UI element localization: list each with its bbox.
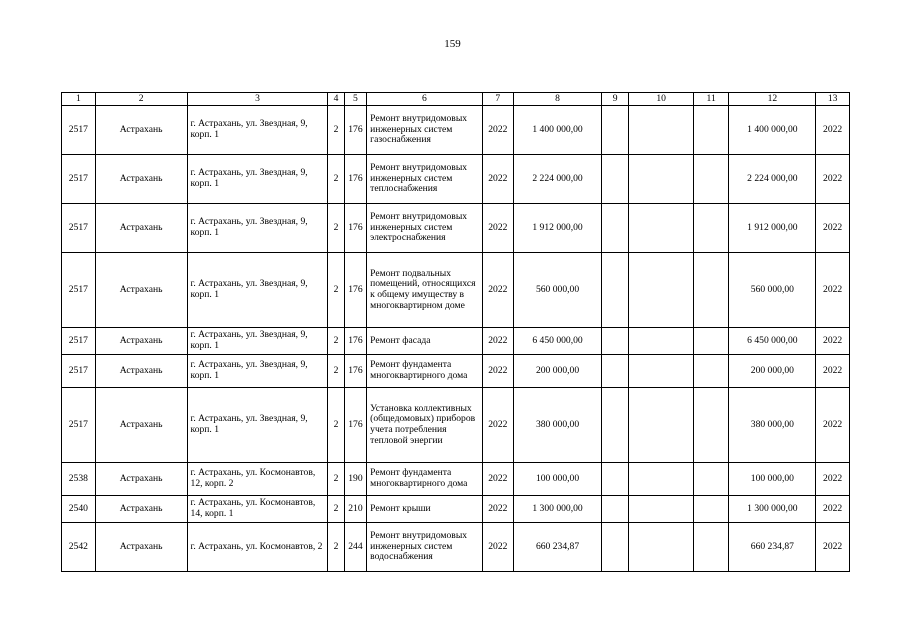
cell-col-5: 176 xyxy=(344,106,366,155)
column-header: 13 xyxy=(816,93,850,106)
cell-city: Астрахань xyxy=(95,106,187,155)
table-row xyxy=(62,328,850,355)
cell-col-10 xyxy=(629,204,693,253)
cell-work-type: Ремонт внутридомовых инженерных систем газоснабжения xyxy=(367,106,482,155)
cell-col-5: 176 xyxy=(344,355,366,388)
cell-col-4: 2 xyxy=(328,328,344,355)
cell-city: Астрахань xyxy=(95,388,187,463)
cell-col-4: 2 xyxy=(328,253,344,328)
table-row xyxy=(62,106,850,155)
cell-city: Астрахань xyxy=(95,463,187,496)
cell-city: Астрахань xyxy=(95,253,187,328)
table-row xyxy=(62,155,850,204)
cell-object-id: 2517 xyxy=(62,328,96,355)
cell-work-type: Ремонт крыши xyxy=(367,496,482,523)
cell-end-year: 2022 xyxy=(816,204,850,253)
cell-address: г. Астрахань, ул. Звездная, 9, корп. 1 xyxy=(187,155,328,204)
cell-address: г. Астрахань, ул. Космонавтов, 2 xyxy=(187,523,328,572)
cell-object-id: 2540 xyxy=(62,496,96,523)
cell-city: Астрахань xyxy=(95,496,187,523)
cell-total: 100 000,00 xyxy=(729,463,816,496)
cell-col-5: 244 xyxy=(344,523,366,572)
cell-col-9 xyxy=(601,155,629,204)
cell-work-type: Ремонт внутридомовых инженерных систем теплоснабжения xyxy=(367,155,482,204)
cell-total: 1 300 000,00 xyxy=(729,496,816,523)
cell-year: 2022 xyxy=(482,355,514,388)
cell-col-5: 176 xyxy=(344,388,366,463)
cell-cost: 6 450 000,00 xyxy=(514,328,602,355)
cell-col-11 xyxy=(693,155,729,204)
cell-col-11 xyxy=(693,496,729,523)
cell-col-5: 176 xyxy=(344,328,366,355)
cell-cost: 660 234,87 xyxy=(514,523,602,572)
column-header: 3 xyxy=(187,93,328,106)
cell-col-9 xyxy=(601,106,629,155)
cell-col-11 xyxy=(693,106,729,155)
column-header: 8 xyxy=(514,93,602,106)
cell-col-5: 176 xyxy=(344,253,366,328)
cell-col-11 xyxy=(693,253,729,328)
cell-col-11 xyxy=(693,463,729,496)
cell-col-4: 2 xyxy=(328,463,344,496)
cell-work-type: Ремонт подвальных помещений, относящихся к общему имуществу в многоквартирном доме xyxy=(367,253,482,328)
cell-end-year: 2022 xyxy=(816,496,850,523)
cell-total: 200 000,00 xyxy=(729,355,816,388)
cell-year: 2022 xyxy=(482,496,514,523)
cell-col-4: 2 xyxy=(328,355,344,388)
cell-col-10 xyxy=(629,155,693,204)
cell-col-5: 176 xyxy=(344,204,366,253)
cell-object-id: 2517 xyxy=(62,204,96,253)
table-row xyxy=(62,355,850,388)
cell-total: 1 912 000,00 xyxy=(729,204,816,253)
column-number-row xyxy=(62,93,850,106)
cell-col-5: 190 xyxy=(344,463,366,496)
cell-col-5: 210 xyxy=(344,496,366,523)
cell-col-9 xyxy=(601,388,629,463)
cell-work-type: Установка коллективных (общедомовых) приборов учета потребления тепловой энергии xyxy=(367,388,482,463)
cell-cost: 2 224 000,00 xyxy=(514,155,602,204)
cell-col-10 xyxy=(629,355,693,388)
cell-end-year: 2022 xyxy=(816,253,850,328)
cell-col-10 xyxy=(629,106,693,155)
cell-cost: 200 000,00 xyxy=(514,355,602,388)
cell-year: 2022 xyxy=(482,463,514,496)
cell-end-year: 2022 xyxy=(816,355,850,388)
cell-col-4: 2 xyxy=(328,496,344,523)
cell-address: г. Астрахань, ул. Звездная, 9, корп. 1 xyxy=(187,328,328,355)
cell-cost: 1 400 000,00 xyxy=(514,106,602,155)
cell-col-4: 2 xyxy=(328,388,344,463)
cell-col-9 xyxy=(601,328,629,355)
cell-address: г. Астрахань, ул. Звездная, 9, корп. 1 xyxy=(187,106,328,155)
table-row xyxy=(62,463,850,496)
cell-col-11 xyxy=(693,355,729,388)
cell-col-11 xyxy=(693,388,729,463)
table-row xyxy=(62,253,850,328)
cell-city: Астрахань xyxy=(95,355,187,388)
cell-col-10 xyxy=(629,496,693,523)
cell-end-year: 2022 xyxy=(816,155,850,204)
cell-work-type: Ремонт фасада xyxy=(367,328,482,355)
cell-col-4: 2 xyxy=(328,523,344,572)
column-header: 10 xyxy=(629,93,693,106)
cell-col-9 xyxy=(601,204,629,253)
cell-year: 2022 xyxy=(482,328,514,355)
cell-end-year: 2022 xyxy=(816,328,850,355)
cell-year: 2022 xyxy=(482,253,514,328)
cell-city: Астрахань xyxy=(95,155,187,204)
cell-work-type: Ремонт фундамента многоквартирного дома xyxy=(367,463,482,496)
cell-object-id: 2538 xyxy=(62,463,96,496)
column-header: 11 xyxy=(693,93,729,106)
cell-end-year: 2022 xyxy=(816,523,850,572)
cell-total: 660 234,87 xyxy=(729,523,816,572)
cell-year: 2022 xyxy=(482,204,514,253)
cell-work-type: Ремонт внутридомовых инженерных систем водоснабжения xyxy=(367,523,482,572)
cell-end-year: 2022 xyxy=(816,106,850,155)
cell-col-11 xyxy=(693,523,729,572)
cell-col-9 xyxy=(601,253,629,328)
cell-total: 2 224 000,00 xyxy=(729,155,816,204)
cell-city: Астрахань xyxy=(95,204,187,253)
cell-address: г. Астрахань, ул. Звездная, 9, корп. 1 xyxy=(187,355,328,388)
column-header: 7 xyxy=(482,93,514,106)
cell-year: 2022 xyxy=(482,106,514,155)
cell-total: 6 450 000,00 xyxy=(729,328,816,355)
cell-work-type: Ремонт внутридомовых инженерных систем электроснабжения xyxy=(367,204,482,253)
cell-address: г. Астрахань, ул. Звездная, 9, корп. 1 xyxy=(187,204,328,253)
cell-col-9 xyxy=(601,496,629,523)
cell-col-10 xyxy=(629,523,693,572)
cell-total: 560 000,00 xyxy=(729,253,816,328)
cell-end-year: 2022 xyxy=(816,463,850,496)
cell-col-4: 2 xyxy=(328,155,344,204)
cell-col-4: 2 xyxy=(328,106,344,155)
table-row xyxy=(62,496,850,523)
page-number: 159 xyxy=(444,38,461,50)
column-header: 1 xyxy=(62,93,96,106)
cell-cost: 1 300 000,00 xyxy=(514,496,602,523)
cell-object-id: 2517 xyxy=(62,155,96,204)
cell-col-10 xyxy=(629,253,693,328)
column-header: 6 xyxy=(367,93,482,106)
cell-object-id: 2517 xyxy=(62,388,96,463)
column-header: 5 xyxy=(344,93,366,106)
table-row xyxy=(62,388,850,463)
cell-cost: 380 000,00 xyxy=(514,388,602,463)
cell-city: Астрахань xyxy=(95,523,187,572)
column-header: 9 xyxy=(601,93,629,106)
cell-year: 2022 xyxy=(482,523,514,572)
cell-object-id: 2517 xyxy=(62,355,96,388)
cell-total: 1 400 000,00 xyxy=(729,106,816,155)
cell-object-id: 2517 xyxy=(62,253,96,328)
cell-col-10 xyxy=(629,328,693,355)
cell-year: 2022 xyxy=(482,155,514,204)
cell-col-9 xyxy=(601,463,629,496)
cell-col-9 xyxy=(601,355,629,388)
cell-col-5: 176 xyxy=(344,155,366,204)
cell-address: г. Астрахань, ул. Звездная, 9, корп. 1 xyxy=(187,253,328,328)
cell-col-10 xyxy=(629,463,693,496)
cell-cost: 100 000,00 xyxy=(514,463,602,496)
cell-work-type: Ремонт фундамента многоквартирного дома xyxy=(367,355,482,388)
column-header: 2 xyxy=(95,93,187,106)
table-row xyxy=(62,204,850,253)
table-row xyxy=(62,523,850,572)
cell-city: Астрахань xyxy=(95,328,187,355)
repair-schedule-table xyxy=(61,92,850,572)
cell-col-9 xyxy=(601,523,629,572)
cell-year: 2022 xyxy=(482,388,514,463)
column-header: 12 xyxy=(729,93,816,106)
cell-object-id: 2542 xyxy=(62,523,96,572)
cell-address: г. Астрахань, ул. Космонавтов, 14, корп. 1 xyxy=(187,496,328,523)
cell-end-year: 2022 xyxy=(816,388,850,463)
cell-cost: 560 000,00 xyxy=(514,253,602,328)
cell-object-id: 2517 xyxy=(62,106,96,155)
cell-col-4: 2 xyxy=(328,204,344,253)
column-header: 4 xyxy=(328,93,344,106)
cell-total: 380 000,00 xyxy=(729,388,816,463)
cell-cost: 1 912 000,00 xyxy=(514,204,602,253)
cell-col-11 xyxy=(693,204,729,253)
cell-col-11 xyxy=(693,328,729,355)
cell-address: г. Астрахань, ул. Звездная, 9, корп. 1 xyxy=(187,388,328,463)
cell-address: г. Астрахань, ул. Космонавтов, 12, корп. 2 xyxy=(187,463,328,496)
cell-col-10 xyxy=(629,388,693,463)
